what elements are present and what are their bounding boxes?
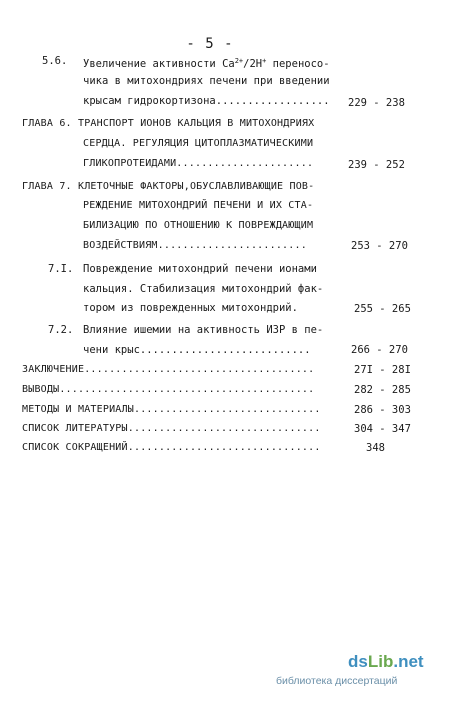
toc-entry-pages: 282 - 285 [354,384,411,396]
toc-entry-number: 7.I. [48,263,74,275]
toc-entry-text-line: БИЛИЗАЦИЮ ПО ОТНОШЕНИЮ К ПОВРЕЖДАЮЩИМ [83,220,314,231]
toc-entry-text-line: ГЛАВА 7. КЛЕТОЧНЫЕ ФАКТОРЫ,ОБУСЛАВЛИВАЮЩИЕ ПОВ- [22,181,315,192]
toc-entry-text-line: кальция. Стабилизация митохондрий фак- [83,283,324,295]
toc-entry-text-line: ГЛИКОПРОТЕИДАМИ...................... [83,158,314,169]
superscript: + [262,57,267,65]
toc-entry-pages: 286 - 303 [354,404,411,416]
toc-entry-text-line: чени крыс........................... [83,344,311,356]
toc-entry-number: 5.6. [42,55,68,67]
toc-entry-text-line: СЕРДЦА. РЕГУЛЯЦИЯ ЦИТОПЛАЗМАТИЧЕСКИМИ [83,138,314,149]
toc-entry-pages: 266 - 270 [351,344,408,356]
text-part: /2H [243,58,263,70]
toc-entry-pages: 253 - 270 [351,240,408,252]
toc-entry-text-line: Влияние ишемии на активность ИЗР в пе- [83,324,324,336]
logo-part: .net [393,652,424,671]
dslib-logo [348,652,424,672]
toc-entry-text-line: тором из поврежденных митохондрий. [83,302,298,314]
page-number: - 5 - [186,36,234,52]
toc-entry-pages: 348 [366,442,385,454]
logo-part: Lib [367,652,394,671]
text-part: переносо- [266,58,330,70]
toc-entry-text-line: СПИСОК ЛИТЕРАТУРЫ............................... [22,423,321,434]
toc-entry-pages: 229 - 238 [348,97,405,109]
toc-entry-text-line: ВЫВОДЫ......................................... [22,384,315,395]
toc-entry-text-line: ВОЗДЕЙСТВИЯМ........................ [83,240,307,251]
toc-entry-text-line: СПИСОК СОКРАЩЕНИЙ............................... [22,442,321,453]
text-part: Увеличение активности Ca [83,58,235,70]
toc-entry-text-line: ГЛАВА 6. ТРАНСПОРТ ИОНОВ КАЛЬЦИЯ В МИТОХОНДРИЯХ [22,118,315,129]
toc-entry-text-line: чика в митохондриях печени при введении [83,75,330,87]
toc-entry-pages: 304 - 347 [354,423,411,435]
toc-entry-number: 7.2. [48,324,74,336]
toc-entry-pages: 27I - 28I [354,364,411,376]
logo-part: ds [348,652,368,671]
toc-entry-pages: 239 - 252 [348,159,405,171]
toc-entry-text-line: ЗАКЛЮЧЕНИЕ..................................... [22,364,315,375]
toc-entry-text-line [83,54,330,71]
superscript: 2+ [234,57,244,65]
toc-entry-pages: 255 - 265 [354,303,411,315]
watermark-subtitle: библиотека диссертаций [276,675,398,687]
toc-entry-text-line: РЕЖДЕНИЕ МИТОХОНДРИЙ ПЕЧЕНИ И ИХ СТА- [83,200,314,211]
toc-entry-text-line: Повреждение митохондрий печени ионами [83,263,317,275]
toc-entry-text-line: МЕТОДЫ И МАТЕРИАЛЫ.............................. [22,404,321,415]
toc-entry-text-line: крысам гидрокортизона.................. [83,95,330,107]
